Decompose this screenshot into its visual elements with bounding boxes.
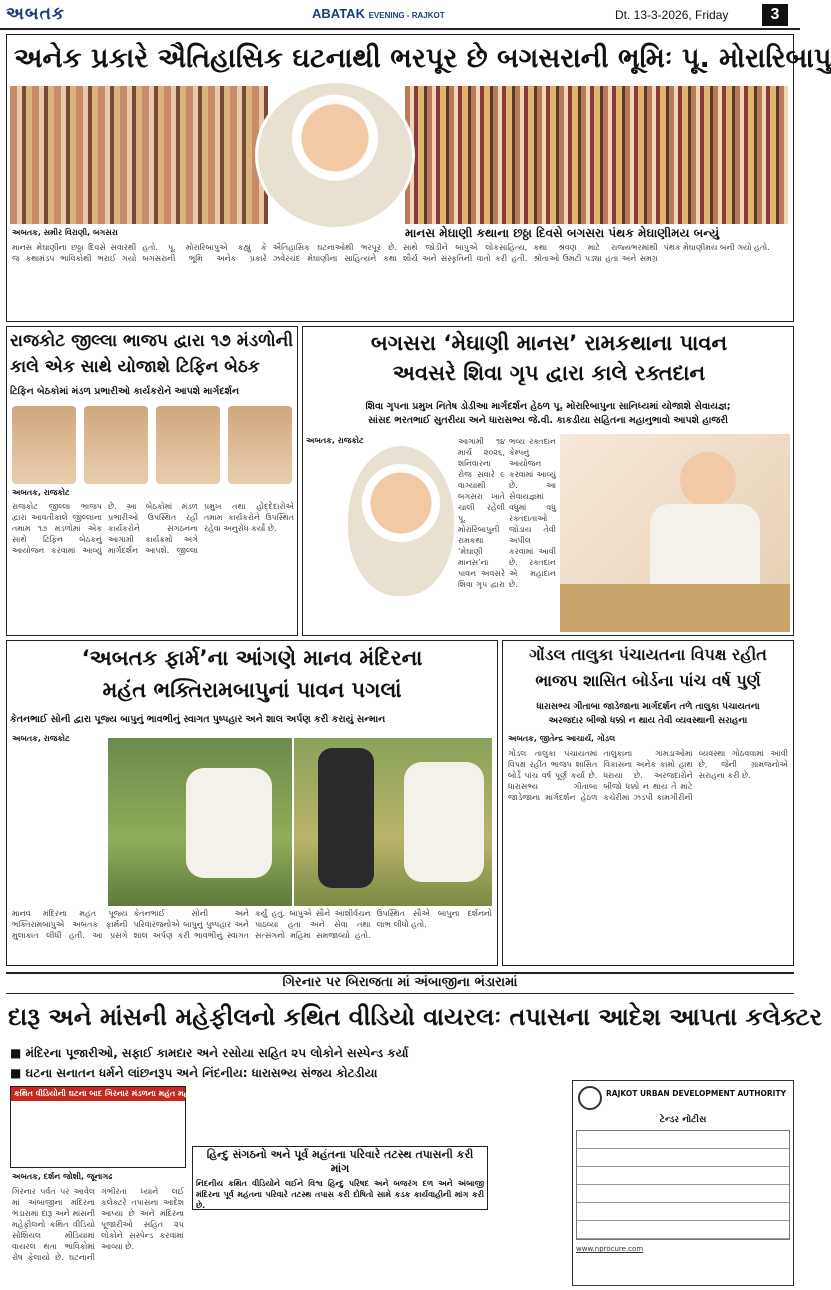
- viral-kicker: ગિરનાર પર બિરાજતા માં અંબાજીના ભંડારામાં: [282, 975, 518, 990]
- viral-bullet-1-text: મંદિરના પૂજારીઓ, સફાઈ કામદાર અને રસોયા સહિત ૨૫ લોકોને સસ્પેન્ડ કર્યા: [25, 1046, 409, 1060]
- hindu-body: નિંદનીય કથિત વીડિયોને લઈને વિશ્વ હિન્દુ પરિષદ અને બજરંગ દળ અને અંબાજી મંદિરના પૂર્વ મહંતના પરિવારે તટસ્થ તપાસ કરી દોષિતો સામે કડક કાર્યવાહીની માંગ કરી છે.: [196, 1179, 484, 1210]
- lead-body: માનસ મેઘાણીના છઠ્ઠા દિવસે સવારથી જ કથામંડપ ભાવિકોથી ભરાઈ ગયો હતો. પૂ. મોરારિબાપુએ કહ્યું કે બગસરાની ભૂમિ અનેક પ્રકારે ઐતિહાસિક ઘટનાઓથી ભરપૂર છે. ઝવેરચંદ મેઘાણીના સાહિત્યને કથા સાથે જોડીને બાપુએ લોકસાહિત્ય, શૌર્ય અને સંસ્કૃતિની વાતો કરી હતી. કથા શ્રવણ માટે રાજ્યભરમાંથી શ્રોતાઓ ઉમટી પડ્યા હતા અને સમગ્ર પંથક મેઘાણીમય બની ગયો હતો.: [12, 243, 770, 263]
- paper-title: ABATAK: [312, 6, 365, 21]
- ashram-subhead: કેતનભાઈ સોની દ્વારા પૂજ્ય બાપુનું ભાવભીનું સ્વાગત પુષ્પહાર અને શાલ અર્પણ કરી કરાયું સન્માન: [10, 714, 386, 725]
- blood-byline: અબતક, રાજકોટ: [306, 436, 364, 445]
- masthead-logo: અબતક: [6, 4, 65, 24]
- blood-headline-2: અવસરે શિવા ગૃપ દ્વારા કાલે રક્તદાન: [392, 361, 706, 385]
- viral-body-col-5: [494, 1044, 566, 1284]
- hindu-headline: હિન્દુ સંગઠનો અને પૂર્વ મહંતના પરિવારે તટસ્થ તપાસની કરી માંગ: [206, 1148, 474, 1175]
- blood-photo-bapu: [560, 434, 790, 632]
- gondal-subhead-1: ધારાસભ્ય ગીતાબા જાડેજાના માર્ગદર્શન તળે તાલુકા પંચાયતના: [536, 702, 760, 712]
- gondal-byline: અબતક, જીતેન્દ્ર આચાર્ય, ગોંડલ: [508, 734, 616, 743]
- ashram-body-col: [12, 746, 106, 906]
- blood-subhead-1: શિવા ગૃપના પ્રમુખ નિતેષ ડોડીઆ માર્ગદર્શન હેઠળ પૂ. મોરારિબાપુના સાનિધ્યમાં યોજાશે સેવાયજ્ઞ;: [365, 401, 731, 412]
- bjp-photo-4: [228, 406, 292, 484]
- stage-table: [560, 584, 790, 632]
- bjp-photo-3: [156, 406, 220, 484]
- viral-headline: દારૂ અને માંસની મહેફીલનો કથિત વીડિયો વાયરલઃ તપાસના આદેશ આપતા કલેક્ટર: [8, 1003, 823, 1031]
- blood-body-lead: [306, 450, 348, 630]
- speaker-portrait: [255, 80, 415, 230]
- mahant-figure: [186, 768, 272, 878]
- lead-photo-right: [405, 86, 788, 224]
- blood-leader-portrait: [348, 446, 454, 596]
- tender-website[interactable]: www.nprocure.com: [576, 1245, 644, 1253]
- bjp-photo-1: [12, 406, 76, 484]
- viral-bullet-2: ■ ઘટના સનાતન ધર્મને લાંછનરૂપ અને નિંદનીય: ધારાસભ્ય સંજય કોટડીયા: [10, 1066, 378, 1080]
- host-figure: [318, 748, 374, 888]
- viral-byline: અબતક, દર્શન જોશી, જૂનાગઢ: [12, 1172, 113, 1181]
- bjp-photo-2: [84, 406, 148, 484]
- viral-boxnote: કથિત વીડિયોની ઘટના બાદ ગિરનાર મંડળના મહંત મહાશંકરગીરી: [11, 1087, 185, 1101]
- blood-headline-1: બગસરા ‘મેઘાણી માનસ’ રામકથાના પાવન: [370, 331, 728, 355]
- blood-subhead-2: સાંસદ ભરતભાઈ સુતરીયા અને ધારાસભ્ય જે.વી. કાકડીયા સહિતના મહાનુભાવો આપશે હાજરી: [367, 415, 729, 426]
- viral-body-col-3: [192, 1214, 488, 1286]
- rajkot-logo-icon: [578, 1086, 602, 1110]
- lead-photo-left: [10, 86, 268, 224]
- gondal-subhead-2: અરજદાર બીજો ધક્કો ન થાય તેવી વ્યવસ્થાની સરાહના: [548, 716, 748, 726]
- page-number: 3: [762, 4, 788, 26]
- lead-photo-caption: માનસ મેઘાણી કથાના છઠ્ઠા દિવસે બગસરા પંથક મેઘાણીમય બન્યું: [405, 226, 720, 240]
- viral-body: ગિરનાર પર્વત પર આવેલ માં અંબાજીના મંદિરના ભંડારામાં દારૂ અને માંસની મહેફીલનો કથિત વીડિયો સોશિયલ મીડિયામાં વાયરલ થતા ભાવિકોમાં રોષ ફેલાયો છે. ઘટનાની ગંભીરતા ધ્યાને લઈ કલેક્ટરે તપાસના આદેશ આપ્યા છે અને મંદિરના પૂજારીઓ સહિત ૨૫ લોકોને સસ્પેન્ડ કરવામાં આવ્યા છે.: [12, 1187, 184, 1262]
- tender-footer: [576, 1244, 790, 1282]
- paper-name: [312, 6, 445, 21]
- viral-boxnote-body: [14, 1102, 182, 1166]
- ashram-photo-1: [108, 738, 292, 906]
- gondal-body: ગોંડલ તાલુકા પંચાયતમાં વિપક્ષ રહીત ભાજપ શાસિત બોર્ડે પાંચ વર્ષ પૂર્ણ કર્યા છે. ધારાસભ્ય ગીતાબા જાડેજાના માર્ગદર્શન હેઠળ તાલુકાના ગામડાઓમાં વિકાસના અનેક કામો હાથ ધરાયા છે. અરજદારોને બીજો ધક્કો ન થાય તે માટે કચેરીમાં ઝડપી કામગીરીની વ્યવસ્થા ગોઠવવામાં આવી છે, જેની ગ્રામજનોએ સરાહના કરી છે.: [508, 749, 788, 802]
- ashram-photo-2: [294, 738, 492, 906]
- ashram-byline: અબતક, રાજકોટ: [12, 734, 70, 743]
- ashram-body: માનવ મંદિરના મહંત પૂજ્ય ભક્તિરામબાપુએ અબતક ફાર્મની મુલાકાત લીધી હતી. આ પ્રસંગે કેતનભાઈ સોની અને પરિવારજનોએ બાપુનું પુષ્પહાર અને શાલ અર્પણ કરી ભાવભીનું સ્વાગત કર્યું હતું. બાપુએ સૌને આશીર્વચન પાઠવ્યા હતા અને સેવા તથા સત્સંગનો મહિમા સમજાવ્યો હતો. ઉપસ્થિત સૌએ બાપુના દર્શનનો લાભ લીધો હતો.: [12, 909, 492, 940]
- gondal-headline-2: ભાજપ શાસિત બોર્ડના પાંચ વર્ષ પુર્ણ: [535, 671, 761, 690]
- paper-edition: EVENING - RAJKOT: [368, 11, 445, 20]
- tender-title: ટેન્ડર નોટીસ: [659, 1115, 707, 1125]
- mahant-figure-2: [404, 762, 484, 882]
- bapu-face: [680, 452, 736, 508]
- bjp-headline-1: રાજકોટ જીલ્લા ભાજપ દ્વારા ૧૭ મંડળોની: [10, 331, 294, 351]
- ashram-headline-2: મહંત ભક્તિરામબાપુનાં પાવન પગલાં: [102, 678, 402, 702]
- bjp-byline: અબતક, રાજકોટ: [12, 488, 70, 497]
- viral-bullet-1: ■ મંદિરના પૂજારીઓ, સફાઈ કામદાર અને રસોયા સહિત ૨૫ લોકોને સસ્પેન્ડ કર્યા: [10, 1046, 409, 1060]
- bapu-robe: [650, 504, 760, 594]
- lead-headline: અનેક પ્રકારે ઐતિહાસિક ઘટનાથી ભરપૂર છે બગસરાની ભૂમિઃ પૂ. મોરારિબાપુ: [14, 43, 831, 74]
- blood-body: આગામી ૧૪ માર્ચ ૨૦૨૬, શનિવારના રોજ સવારે ૯ વાગ્યાથી બગસરા ખાતે ચાલી રહેલી પૂ. મોરારિબાપુની રામકથા ‘મેઘાણી માનસ’ના પાવન અવસરે શિવા ગૃપ દ્વારા ભવ્ય રક્તદાન કેમ્પનું આયોજન કરવામાં આવ્યું છે. આ સેવાયજ્ઞમાં વધુમાં વધુ રક્તદાતાઓ જોડાય તેવી અપીલ કરવામાં આવી છે. રક્તદાન એ મહાદાન છે.: [458, 437, 556, 589]
- issue-date: Dt. 13-3-2026, Friday: [615, 8, 729, 22]
- viral-body-col-2: [190, 1086, 340, 1142]
- lead-byline: અબતક, સમીર વિરાણી, બગસરા: [12, 228, 118, 237]
- tender-table: [576, 1130, 790, 1240]
- viral-body-col-4: [346, 1086, 490, 1142]
- viral-body-col-6: [570, 1044, 794, 1078]
- bjp-body: રાજકોટ જીલ્લા ભાજપ દ્વારા આવતીકાલે જીલ્લાના તમામ ૧૭ મંડળોમાં એક સાથે ટિફિન બેઠકનું આયોજન કરવામાં આવ્યું છે. આ બેઠકોમાં મંડળ પ્રભારીઓ ઉપસ્થિત રહી કાર્યકરોને સંગઠનના આગામી કાર્યક્રમો અંગે માર્ગદર્શન આપશે. જીલ્લા પ્રમુખ તથા હોદ્દેદારોએ તમામ કાર્યકરોને ઉપસ્થિત રહેવા અનુરોધ કર્યો છે.: [12, 502, 294, 555]
- bjp-headline-2: કાલે એક સાથે યોજાશે ટિફિન બેઠક: [10, 357, 260, 377]
- tender-org: RAJKOT URBAN DEVELOPMENT AUTHORITY: [606, 1089, 787, 1098]
- gondal-headline-1: ગોંડલ તાલુકા પંચાયતના વિપક્ષ રહીત: [529, 645, 767, 664]
- viral-bullet-2-text: ઘટના સનાતન ધર્મને લાંછનરૂપ અને નિંદનીય: ધારાસભ્ય સંજય કોટડીયા: [25, 1066, 378, 1080]
- bjp-subhead: ટિફિન બેઠકોમાં મંડળ પ્રભારીઓ કાર્યકરોને આપશે માર્ગદર્શન: [10, 386, 240, 397]
- ashram-headline-1: ‘અબતક ફાર્મ’ના આંગણે માનવ મંદિરના: [81, 646, 423, 670]
